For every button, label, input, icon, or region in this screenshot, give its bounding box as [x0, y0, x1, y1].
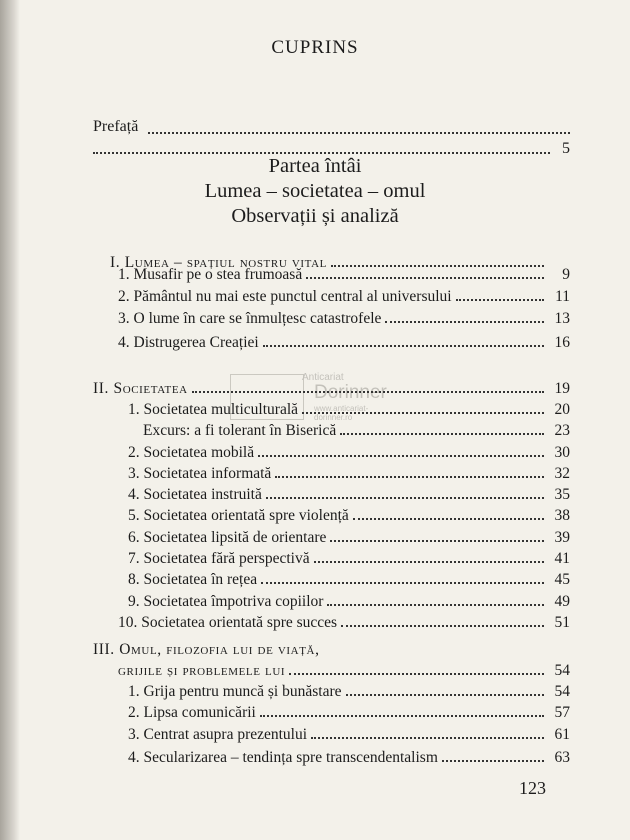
toc-entry	[128, 503, 570, 525]
toc-entry-title: I. Lumea – spațiul nostru vital	[110, 254, 327, 271]
toc-entry-title: 2. Societatea mobilă	[128, 444, 255, 461]
toc-leader-dots	[314, 561, 544, 563]
watermark-text-3: www.anticariat-dorinner.ro	[314, 404, 369, 422]
preface-page: 5	[562, 140, 570, 157]
page-number: 123	[519, 778, 546, 798]
toc-entry-title: II. Societatea	[93, 380, 188, 397]
toc-entry-title: 5. Societatea orientată spre violență	[128, 507, 349, 524]
toc-entry-page: 20	[554, 401, 570, 418]
toc-entry	[128, 461, 570, 483]
toc-entry-page: 16	[554, 334, 570, 351]
watermark-text-1: Anticariat	[302, 372, 344, 383]
toc-entry-title: 9. Societatea împotriva copiilor	[128, 593, 324, 610]
toc-leader-dots	[327, 604, 544, 606]
page-gutter-shadow	[0, 0, 20, 840]
toc-leader-dots	[346, 694, 545, 696]
preface-label: Prefață	[93, 118, 139, 135]
toc-leader-dots	[306, 277, 544, 279]
toc-entry-page: 19	[554, 380, 570, 397]
toc-leader-dots	[456, 299, 544, 301]
toc-entry-page: 51	[554, 614, 570, 631]
preface-leader-2	[93, 142, 550, 154]
toc-entry	[128, 679, 570, 701]
toc-entry-title: 4. Secularizarea – tendința spre transcendentalism	[128, 749, 438, 766]
toc-leader-dots	[311, 737, 544, 739]
toc-entry-title: 6. Societatea lipsită de orientare	[128, 529, 327, 546]
toc-leader-dots	[275, 476, 544, 478]
toc-entry-page: 63	[554, 749, 570, 766]
toc-entry-title: 8. Societatea în rețea	[128, 571, 258, 588]
toc-leader-dots	[385, 321, 544, 323]
toc-entry-page: 30	[554, 444, 570, 461]
toc-entry-page: 45	[554, 571, 570, 588]
toc-entry	[128, 567, 570, 589]
watermark-text-2: Dorinner	[314, 382, 387, 403]
toc-entry	[128, 482, 570, 504]
preface-leader-1	[148, 122, 570, 134]
toc-leader-dots	[192, 391, 544, 393]
toc-entry-title: grijile și problemele lui	[118, 662, 286, 679]
part-heading-line2: Lumea – societatea – omul	[204, 180, 426, 202]
toc-leader-dots	[341, 625, 544, 627]
toc-leader-dots	[340, 433, 544, 435]
toc-entry	[128, 440, 570, 462]
part-heading-line3: Observații și analiză	[231, 205, 399, 227]
toc-entry-page: 39	[554, 529, 570, 546]
toc-entry	[118, 330, 570, 352]
toc-leader-dots	[263, 345, 544, 347]
toc-entry	[118, 658, 570, 680]
toc-entry-page: 57	[554, 704, 570, 721]
toc-entry-page: 23	[554, 422, 570, 439]
toc-leader-dots	[266, 497, 544, 499]
toc-entry-page: 38	[554, 507, 570, 524]
toc-entry-title: 2. Pământul nu mai este punctul central al universului	[118, 288, 452, 305]
toc-entry	[118, 610, 570, 632]
toc-leader-dots	[302, 412, 544, 414]
toc-leader-dots	[289, 673, 544, 675]
toc-entry-title: Excurs: a fi tolerant în Biserică	[143, 422, 337, 439]
toc-entry-page: 13	[554, 310, 570, 327]
toc-entry	[128, 700, 570, 722]
toc-entry	[128, 745, 570, 767]
toc-entry	[128, 397, 570, 419]
toc-entry-title: 1. Musafir pe o stea frumoasă	[118, 266, 303, 283]
toc-entry-title: 10. Societatea orientată spre succes	[118, 614, 338, 631]
toc-entry-page: 35	[554, 486, 570, 503]
toc-entry	[118, 306, 570, 328]
toc-entry	[128, 722, 570, 744]
toc-leader-dots	[442, 760, 544, 762]
toc-entry-title: 1. Grija pentru muncă și bunăstare	[128, 683, 342, 700]
toc-entry-page: 49	[554, 593, 570, 610]
toc-entry-title: 4. Societatea instruită	[128, 486, 262, 503]
part-heading	[0, 154, 630, 229]
toc-leader-dots	[258, 455, 544, 457]
toc-entry	[118, 284, 570, 306]
toc-entry	[128, 525, 570, 547]
toc-entry-page: 32	[554, 465, 570, 482]
toc-entry-page: 54	[554, 683, 570, 700]
toc-entry-title: 7. Societatea fără perspectivă	[128, 550, 310, 567]
toc-entry-page: 9	[562, 266, 570, 283]
toc-entry-page: 41	[554, 550, 570, 567]
toc-entry-title: III. Omul, filozofia lui de viață,	[93, 641, 320, 658]
page-title: CUPRINS	[271, 37, 359, 58]
toc-leader-dots	[260, 715, 544, 717]
toc-entry-title: 3. Centrat asupra prezentului	[128, 726, 308, 743]
toc-entry-title: 2. Lipsa comunicării	[128, 704, 256, 721]
toc-entry-page: 54	[554, 662, 570, 679]
toc-entry-title: 3. O lume în care se înmulțesc catastrofele	[118, 310, 382, 327]
toc-leader-dots	[330, 540, 544, 542]
toc-leader-dots	[261, 582, 544, 584]
toc-entry-title: 4. Distrugerea Creației	[118, 334, 259, 351]
toc-entry	[118, 262, 570, 284]
toc-entry-page: 61	[554, 726, 570, 743]
toc-entry	[93, 637, 570, 659]
toc-entry-title: 1. Societatea multiculturală	[128, 401, 299, 418]
toc-entry-title: 3. Societatea informată	[128, 465, 272, 482]
part-heading-line1: Partea întâi	[268, 155, 362, 177]
toc-leader-dots	[353, 518, 544, 520]
toc-entry	[93, 376, 570, 398]
toc-entry	[128, 546, 570, 568]
toc-entry-page: 11	[555, 288, 570, 305]
toc-entry	[128, 589, 570, 611]
toc-entry	[143, 418, 570, 440]
